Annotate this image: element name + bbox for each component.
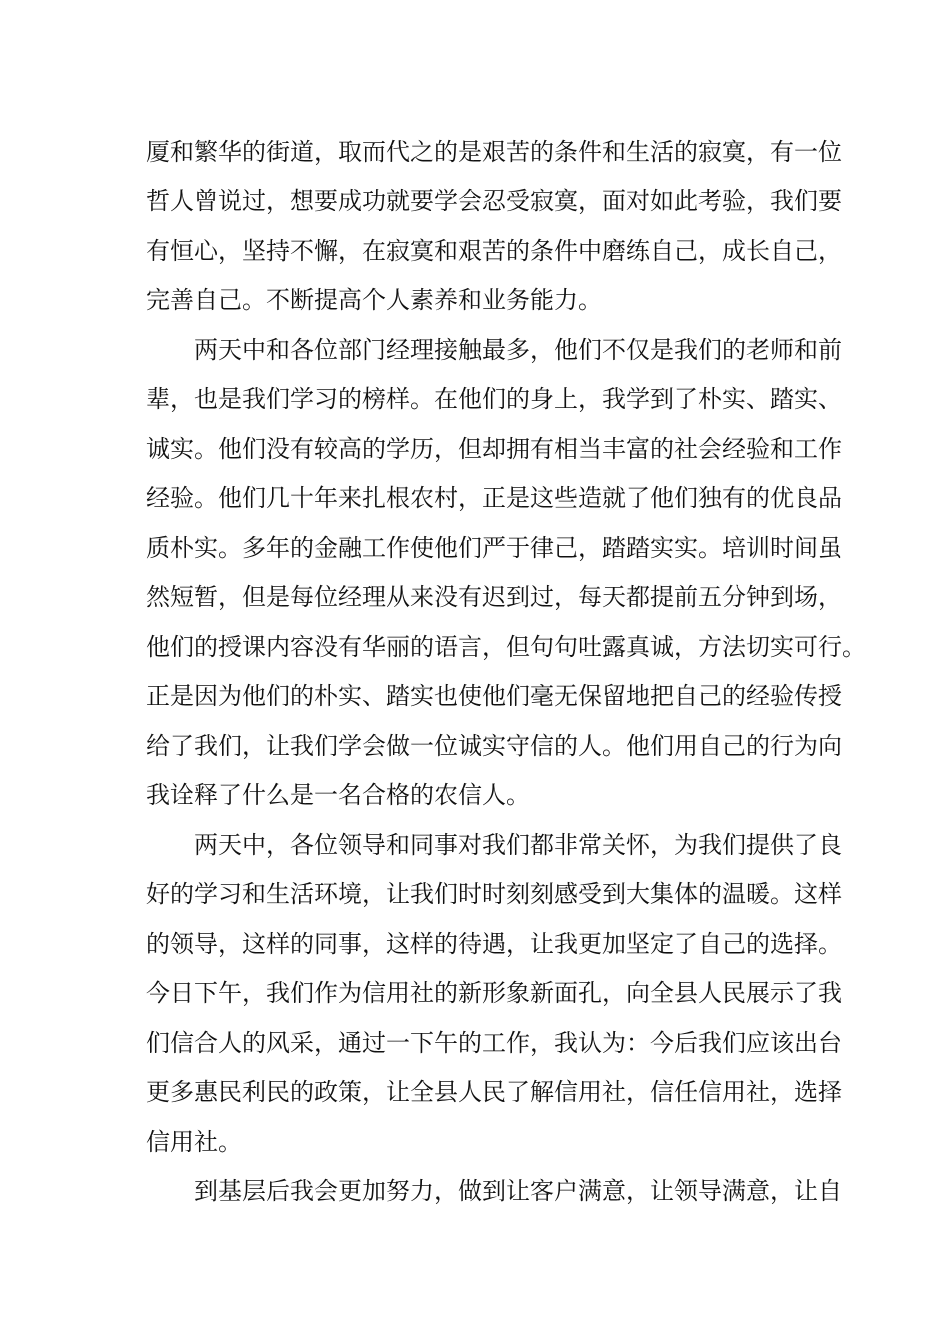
paragraph-start-line: 到基层后我会更加努力，做到让客户满意，让领导满意，让自 <box>194 1177 842 1205</box>
text-line: 们信合人的风采，通过一下午的工作，我认为：今后我们应该出台 <box>146 1029 842 1057</box>
text-line: 他们的授课内容没有华丽的语言，但句句吐露真诚，方法切实可行。 <box>146 633 866 661</box>
text-line: 经验。他们几十年来扎根农村，正是这些造就了他们独有的优良品 <box>146 484 842 512</box>
text-line: 今日下午，我们作为信用社的新形象新面孔，向全县人民展示了我 <box>146 979 842 1007</box>
text-line: 厦和繁华的街道，取而代之的是艰苦的条件和生活的寂寞，有一位 <box>146 138 842 166</box>
text-line: 好的学习和生活环境，让我们时时刻刻感受到大集体的温暖。这样 <box>146 880 842 908</box>
text-line: 给了我们，让我们学会做一位诚实守信的人。他们用自己的行为向 <box>146 732 842 760</box>
text-line: 哲人曾说过，想要成功就要学会忍受寂寞，面对如此考验，我们要 <box>146 187 842 215</box>
text-line: 信用社。 <box>146 1128 242 1156</box>
text-line: 质朴实。多年的金融工作使他们严于律己，踏踏实实。培训时间虽 <box>146 534 842 562</box>
text-line: 的领导，这样的同事，这样的待遇，让我更加坚定了自己的选择。 <box>146 930 842 958</box>
text-line: 我诠释了什么是一名合格的农信人。 <box>146 781 530 809</box>
text-line: 辈，也是我们学习的榜样。在他们的身上，我学到了朴实、踏实、 <box>146 385 842 413</box>
paragraph-start-line: 两天中和各位部门经理接触最多，他们不仅是我们的老师和前 <box>194 336 842 364</box>
text-line: 然短暂，但是每位经理从来没有迟到过，每天都提前五分钟到场， <box>146 583 842 611</box>
text-line: 正是因为他们的朴实、踏实也使他们毫无保留地把自己的经验传授 <box>146 682 842 710</box>
text-line: 诚实。他们没有较高的学历，但却拥有相当丰富的社会经验和工作 <box>146 435 842 463</box>
text-line: 有恒心，坚持不懈，在寂寞和艰苦的条件中磨练自己，成长自己， <box>146 237 842 265</box>
text-line: 完善自己。不断提高个人素养和业务能力。 <box>146 286 602 314</box>
paragraph-start-line: 两天中，各位领导和同事对我们都非常关怀，为我们提供了良 <box>194 831 842 859</box>
text-line: 更多惠民利民的政策，让全县人民了解信用社，信任信用社，选择 <box>146 1078 842 1106</box>
